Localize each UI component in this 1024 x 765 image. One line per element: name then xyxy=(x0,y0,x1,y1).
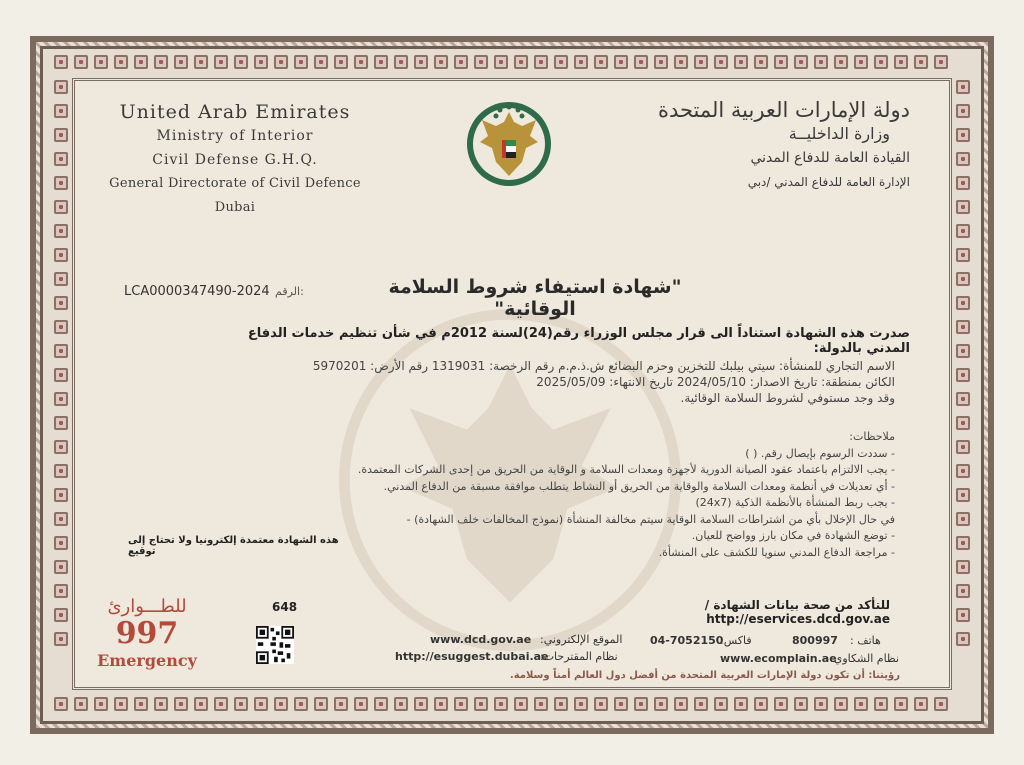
left-border-tiles xyxy=(54,80,68,646)
emergency-block xyxy=(92,596,202,670)
verify-line xyxy=(548,598,890,626)
bottom-border-tiles xyxy=(54,697,948,711)
emergency-label-en: Emergency xyxy=(97,651,197,670)
note-item: - توضع الشهادة في مكان بارز وواضح للعيان. xyxy=(691,529,895,542)
serial-label: الرقم: xyxy=(275,285,304,298)
fax-number: 04-7052150 xyxy=(650,634,724,647)
country-name-ar: دولة الإمارات العربية المتحدة xyxy=(657,98,910,122)
electronic-certificate-note: هذه الشهادة معتمدة إلكترونيا ولا تحتاج إلى توقيع xyxy=(128,535,339,557)
note-item: - أي تعديلات في أنظمة ومعدات السلامة والوقاية من الحريق أو النشاط يتطلب موافقة مسبقة من الدفاع المدني. xyxy=(383,479,895,493)
suggestions-url[interactable]: http://esuggest.dubai.ae xyxy=(395,650,549,663)
details-line-3: وقد وجد مستوفي لشروط السلامة الوقائية. xyxy=(680,391,895,405)
complaints-label: نظام الشكاوي: xyxy=(830,652,900,665)
note-item: - مراجعة الدفاع المدني سنويا للكشف على المنشأة. xyxy=(658,545,895,559)
civil-defense-en: Civil Defense G.H.Q. xyxy=(152,152,318,168)
arabic-header xyxy=(640,98,910,194)
notes-title: ملاحظات: xyxy=(849,430,895,443)
top-border-tiles xyxy=(54,55,948,69)
ministry-name-en: Ministry of Interior xyxy=(156,128,314,144)
phone-label: هاتف : xyxy=(850,634,881,647)
emergency-number: 997 xyxy=(115,616,179,651)
website-url[interactable]: www.dcd.gov.ae xyxy=(430,633,532,646)
civil-defense-ar: القيادة العامة للدفاع المدني xyxy=(750,150,910,166)
notes-section xyxy=(300,429,895,561)
verify-label: للتأكد من صحة بيانات الشهادة / xyxy=(704,598,890,612)
phone-number: 800997 xyxy=(792,634,838,647)
certificate-code: 648 xyxy=(272,600,298,614)
verify-url[interactable]: http://eservices.dcd.gov.ae xyxy=(706,612,890,626)
directorate-en: General Directorate of Civil Defence Dubai xyxy=(109,176,361,215)
ministry-name-ar: وزارة الداخليــة xyxy=(788,124,890,143)
vision-statement: رؤيتنا: أن تكون دولة الإمارات العربية المتحدة من أفضل دول العالم أمناً وسلامة. xyxy=(509,670,900,681)
details-line-1: الاسم التجاري للمنشأة: سيتي بيلبك للتخزين وحزم البضائع ش.ذ.م.م رقم الرخصة: 1319031 رقم الأرض: 5970201 xyxy=(312,359,895,373)
note-item: - يجب الالتزام باعتماد عقود الصيانة الدورية لأجهزة ومعدات السلامة و الوقاية من الحريق من إحدى الشركات المعتمدة. xyxy=(357,463,895,476)
serial-number: LCA0000347490-2024 xyxy=(124,284,270,299)
emergency-label-ar: للطـــوارئ xyxy=(107,596,187,617)
country-name-en: United Arab Emirates xyxy=(119,101,351,123)
directorate-ar: الإدارة العامة للدفاع المدني /دبي xyxy=(747,175,910,189)
fax-label: فاكس: xyxy=(720,634,752,647)
note-item: - سددت الرسوم بإيصال رقم. ( ) xyxy=(745,446,895,460)
uae-falcon-emblem-icon xyxy=(466,96,552,192)
right-border-tiles xyxy=(956,80,970,646)
certificate-title: "شهادة استيفاء شروط السلامة الوقائية" xyxy=(388,276,682,320)
english-header xyxy=(90,100,380,220)
suggestions-label: نظام المقترحات: xyxy=(540,650,618,663)
issued-statement: صدرت هذه الشهادة استناداً الى قرار مجلس الوزراء رقم(24)لسنة 2012م في شأن تنظيم خدمات الدفاع المدني بالدولة: xyxy=(247,326,910,356)
details-line-2: الكائن بمنطقة: تاريخ الاصدار: 2024/05/10 تاريخ الانتهاء: 2025/05/09 xyxy=(536,375,895,389)
establishment-details xyxy=(260,358,895,406)
note-item: - يجب ربط المنشأة بالأنظمة الذكية (24x7) xyxy=(695,496,895,509)
website-label: الموقع الإلكتروني: xyxy=(540,633,623,646)
note-item: في حال الإخلال بأي من اشتراطات السلامة الوقاية سيتم مخالفة المنشأة (نموذج المخالفات خلف الشهادة) - xyxy=(406,512,895,526)
qr-code-icon[interactable] xyxy=(256,626,294,664)
complaints-url[interactable]: www.ecomplain.ae xyxy=(720,652,837,665)
